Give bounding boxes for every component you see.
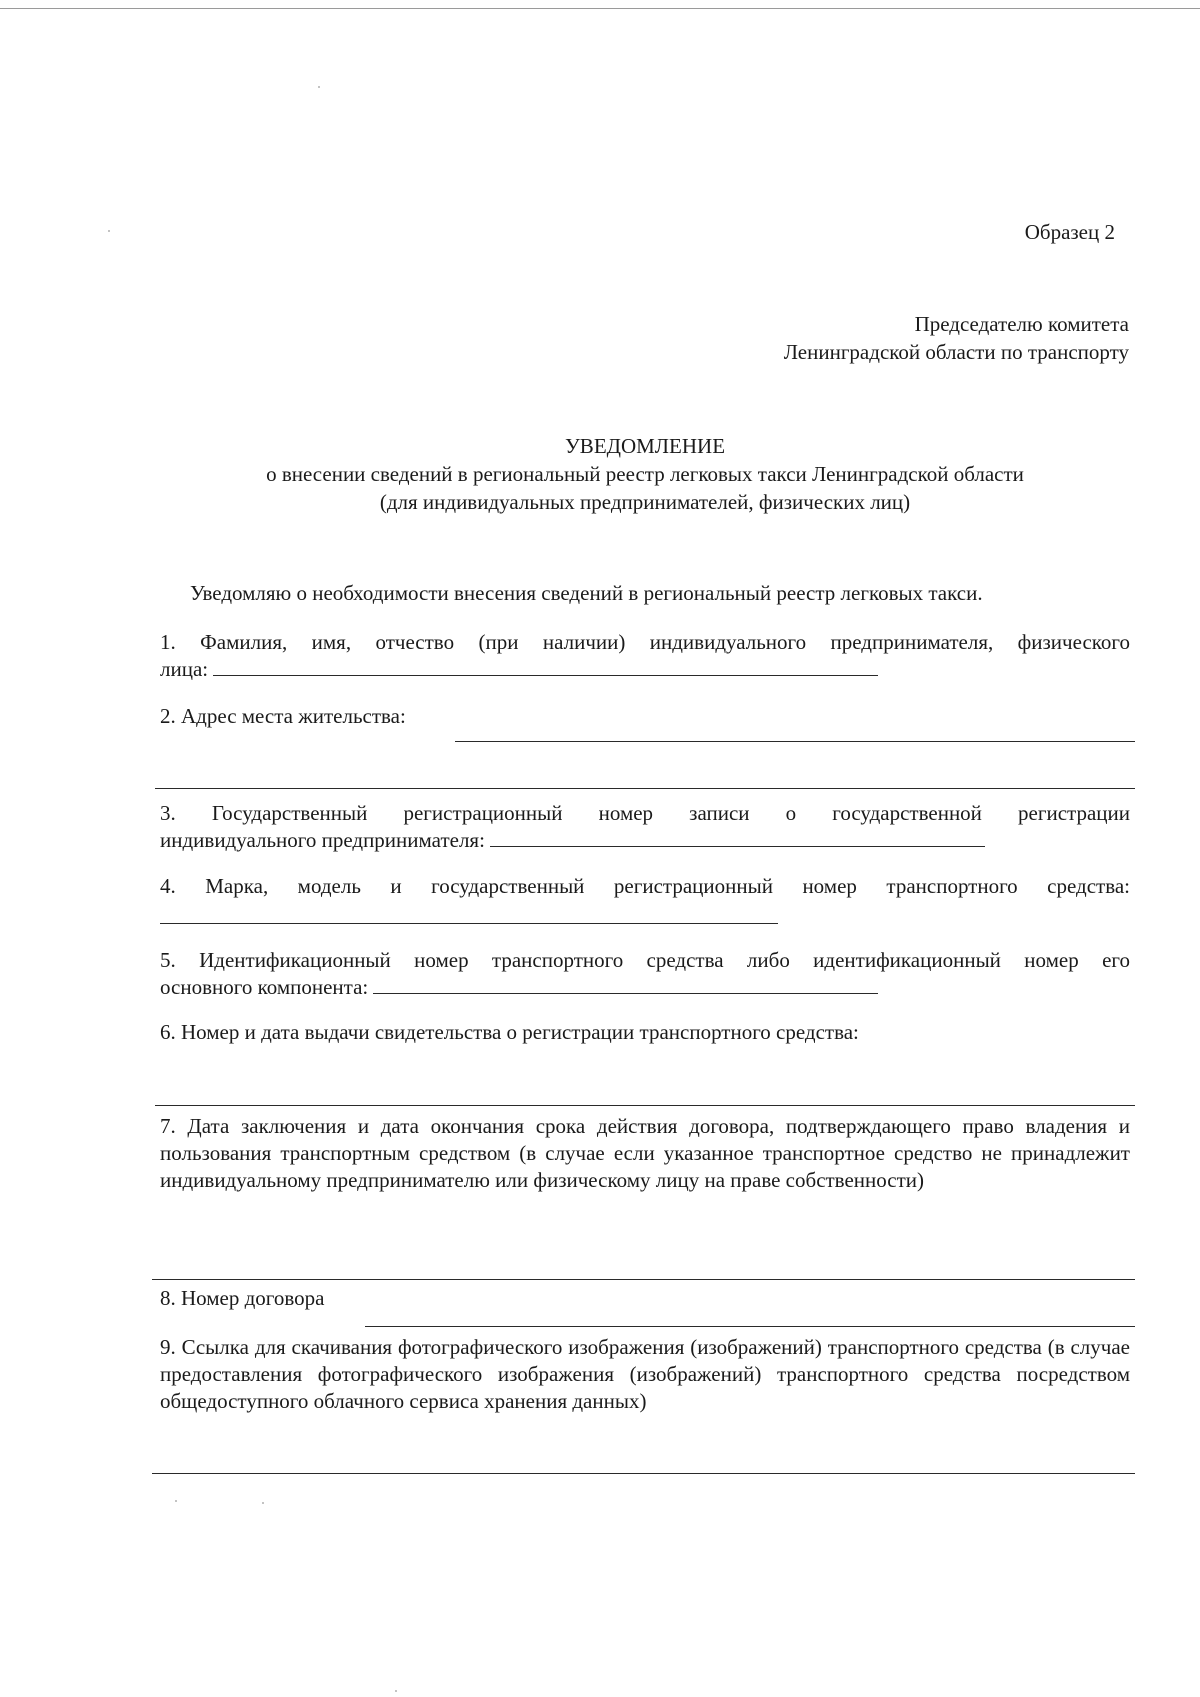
scan-speck (108, 230, 110, 232)
scan-speck (395, 1690, 397, 1692)
item-7-fill-line[interactable] (152, 1279, 1135, 1280)
item-5-label: основного компонента: (160, 975, 369, 999)
item-9-fill-line[interactable] (152, 1473, 1135, 1474)
item-8 (160, 1285, 1130, 1312)
item-8-fill-line[interactable] (365, 1326, 1135, 1327)
item-9-text: 9. Ссылка для скачивания фотографического изображения (изображений) транспортного средства (в случае предоставления фотографического изображения (изображений) транспортного средства посредством общедоступного облачного сервиса хранения данных) (160, 1335, 1130, 1413)
title-line2: (для индивидуальных предпринимателей, физических лиц) (379, 490, 911, 514)
sample-label: Образец 2 (1024, 220, 1115, 244)
item-4-label: 4. Марка, модель и государственный регистрационный номер транспортного средства: (160, 874, 1130, 898)
item-3-line2 (160, 827, 1130, 854)
item-1 (160, 629, 1130, 683)
item-3-label: индивидуального предпринимателя: (160, 828, 485, 852)
addressee-line2: Ленинградской области по транспорту (783, 340, 1129, 364)
item-5-line1: 5. Идентификационный номер транспортного средства либо идентификационный номер его (160, 948, 1130, 972)
title-heading: УВЕДОМЛЕНИЕ (564, 434, 726, 458)
item-1-line2 (160, 656, 1130, 683)
item-3 (160, 800, 1130, 854)
item-7-text: 7. Дата заключения и дата окончания срока действия договора, подтверждающего право владения и пользования транспортным средством (в случае если указанное транспортное средство не принадлежит индивидуальному предпринимателю или физическому лицу на праве собственности) (160, 1114, 1130, 1192)
item-5-line2 (160, 974, 1130, 1001)
item-4-fill-line[interactable] (160, 923, 778, 924)
item-2 (160, 703, 1130, 730)
item-8-label: 8. Номер договора (160, 1286, 325, 1310)
item-6 (160, 1019, 1130, 1046)
item-4 (160, 873, 1130, 900)
scan-speck (175, 1500, 177, 1502)
item-3-line1: 3. Государственный регистрационный номер записи о государственной регистрации (160, 801, 1130, 825)
item-2-fill-line-2[interactable] (155, 788, 1135, 789)
item-5-fill-line[interactable] (373, 975, 878, 994)
intro-text: Уведомляю о необходимости внесения сведений в региональный реестр легковых такси. (190, 581, 983, 605)
item-2-fill-line[interactable] (455, 741, 1135, 742)
addressee-line1: Председателю комитета (914, 312, 1129, 336)
item-1-label: лица: (160, 657, 209, 681)
scan-top-edge (0, 8, 1200, 9)
item-2-label: 2. Адрес места жительства: (160, 704, 406, 728)
item-3-fill-line[interactable] (490, 828, 985, 847)
document-title (0, 432, 1200, 516)
item-7 (160, 1113, 1130, 1194)
item-1-fill-line[interactable] (213, 657, 878, 676)
scan-speck (262, 1502, 264, 1504)
item-6-fill-line[interactable] (155, 1105, 1135, 1106)
addressee-block (784, 310, 1129, 366)
item-5 (160, 947, 1130, 1001)
title-line1: о внесении сведений в региональный реестр легковых такси Ленинградской области (266, 462, 1024, 486)
item-6-label: 6. Номер и дата выдачи свидетельства о регистрации транспортного средства: (160, 1020, 859, 1044)
item-1-line1: 1. Фамилия, имя, отчество (при наличии) индивидуального предпринимателя, физического (160, 630, 1130, 654)
scan-speck (318, 86, 320, 88)
item-9 (160, 1334, 1130, 1415)
